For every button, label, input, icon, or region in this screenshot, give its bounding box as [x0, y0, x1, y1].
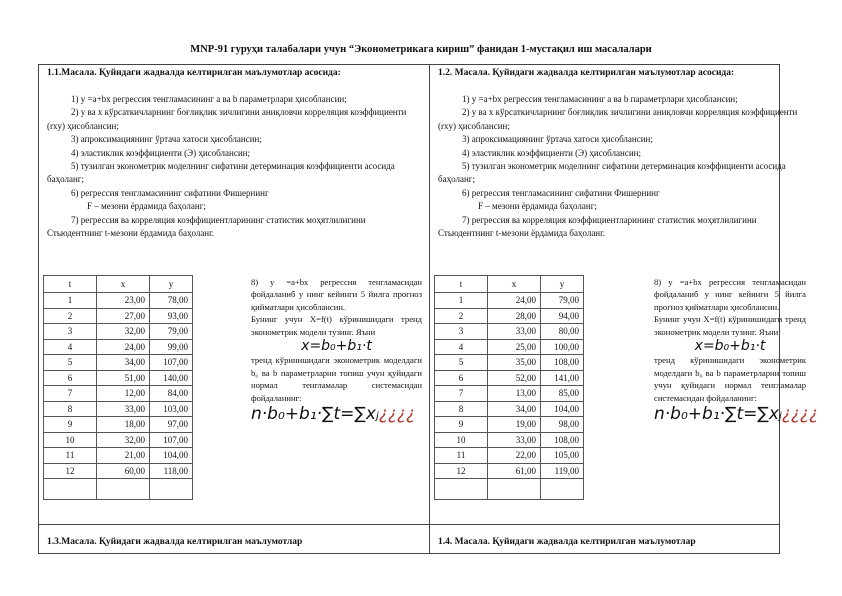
next-problem-heading: 1.4. Масала. Қуйидаги жадвалда келтирилган маълумотлар [438, 537, 696, 547]
column-header-t: t [44, 276, 97, 293]
cell-t: 5 [44, 355, 97, 371]
cell-y: 107,00 [150, 432, 193, 448]
note-text-c: тренд кўринишидаги эконометрик моделдаги b₀ ва b параметрларни топиш учун қуйидаги нормал тенгламалар системасидан фойдаланинг: [654, 355, 806, 403]
table-row [435, 324, 584, 340]
column-header-x: x [488, 276, 541, 293]
tasks-frame [38, 64, 818, 554]
task-item: 1) y =a+bx регрессия тенгламасининг a ва b параметрлари ҳисоблансин; [462, 94, 738, 104]
cell-y: 79,00 [150, 324, 193, 340]
empty-cell [150, 479, 193, 500]
data-table [434, 275, 584, 500]
problem-panel-1-2 [430, 65, 819, 524]
task-item: 7) регрессия ва корреляция коэффициентларининг статистик моҳятлилигини Стьюдентнинг t-мезони ёрдамида баҳоланг. [438, 214, 757, 239]
cell-x: 61,00 [488, 463, 541, 479]
empty-cell [44, 479, 97, 500]
task-item: F – мезони ёрдамида баҳоланг; [478, 201, 597, 212]
cell-x: 28,00 [488, 308, 541, 324]
cell-y: 99,00 [150, 339, 193, 355]
table-row [44, 339, 193, 355]
task-item: 7) регрессия ва корреляция коэффициентларининг статистик моҳятлилигини Стьюдентнинг t-мезони ёрдамида баҳоланг. [47, 214, 366, 239]
empty-cell [488, 479, 541, 500]
cell-x: 34,00 [97, 355, 150, 371]
table-row [44, 432, 193, 448]
cell-x: 33,00 [488, 324, 541, 340]
task-item: 2) y ва x кўрсаткичларнинг боғлиқлик зичлигини аниқловчи корреляция коэффициенти (rxy) ҳисоблансин; [438, 107, 798, 131]
cell-t: 12 [435, 463, 488, 479]
cell-y: 103,00 [150, 401, 193, 417]
table-row [44, 448, 193, 464]
cell-x: 25,00 [488, 339, 541, 355]
cell-t: 7 [44, 386, 97, 402]
cell-x: 18,00 [97, 417, 150, 433]
trend-equation: x=b₀+b₁·t [694, 338, 766, 355]
cell-x: 60,00 [97, 463, 150, 479]
cell-x: 52,00 [488, 370, 541, 386]
cell-x: 33,00 [488, 432, 541, 448]
table-row [44, 463, 193, 479]
cell-t: 3 [435, 324, 488, 340]
cell-t: 8 [435, 401, 488, 417]
cell-y: 79,00 [541, 293, 584, 309]
cell-x: 22,00 [488, 448, 541, 464]
normal-equation-garbled: ¿¿¿¿ [378, 404, 415, 425]
task-item: 3) апроксимациянинг ўртача хатоси ҳисоблансин; [462, 134, 653, 145]
note-text-a: 8) y =a+bx регрессия тенгламасидан фойдаланиб y нинг кейинги 5 йилга прогноз қийматлари ҳисоблансин. [654, 277, 806, 312]
row-divider [39, 524, 779, 525]
empty-cell [435, 479, 488, 500]
table-row [44, 386, 193, 402]
normal-equation-garbled: ¿¿¿¿ [781, 404, 818, 425]
cell-x: 12,00 [97, 386, 150, 402]
table-row [44, 370, 193, 386]
cell-t: 2 [44, 308, 97, 324]
table-row [435, 463, 584, 479]
table-row [435, 401, 584, 417]
cell-t: 8 [44, 401, 97, 417]
cell-t: 4 [44, 339, 97, 355]
cell-y: 85,00 [541, 386, 584, 402]
column-header-y: y [150, 276, 193, 293]
table-row [44, 355, 193, 371]
task-list [47, 93, 419, 240]
cell-t: 1 [435, 293, 488, 309]
task-list [438, 93, 810, 240]
table-row [435, 417, 584, 433]
cell-t: 7 [435, 386, 488, 402]
cell-t: 9 [435, 417, 488, 433]
table-row [435, 432, 584, 448]
next-problem-heading: 1.3.Масала. Қуйидаги жадвалда келтирилган маълумотлар [47, 537, 303, 547]
cell-t: 5 [435, 355, 488, 371]
page-title: MNP-91 гуруҳи талабалари учун “Эконометрикага кириш” фанидан 1-мустақил иш масалалари [190, 44, 652, 55]
cell-y: 98,00 [541, 417, 584, 433]
table-row [44, 324, 193, 340]
table-row [435, 386, 584, 402]
cell-y: 100,00 [541, 339, 584, 355]
cell-t: 6 [44, 370, 97, 386]
problem-panel-1-1 [39, 65, 428, 524]
forecast-note [251, 276, 422, 425]
table-row [44, 401, 193, 417]
task-item: 3) апроксимациянинг ўртача хатоси ҳисоблансин; [71, 134, 262, 145]
note-text-a: 8) y =a+bx регрессия тенгламасидан фойдаланиб y нинг кейинги 5 йилга прогноз қийматлари ҳисоблансин. [251, 277, 422, 312]
cell-y: 108,00 [541, 355, 584, 371]
task-item: F – мезони ёрдамида баҳоланг; [87, 201, 206, 212]
forecast-note [654, 276, 818, 425]
problem-heading: 1.1.Масала. Қуйидаги жадвалда келтирилган маълумотлар асосида: [47, 68, 341, 78]
table-row [435, 448, 584, 464]
cell-x: 23,00 [97, 293, 150, 309]
cell-y: 104,00 [541, 401, 584, 417]
cell-t: 6 [435, 370, 488, 386]
task-item: 6) регрессия тенгламасининг сифатини Фишернинг [71, 187, 269, 198]
table-row [435, 370, 584, 386]
table-row [435, 339, 584, 355]
cell-t: 10 [44, 432, 97, 448]
cell-y: 105,00 [541, 448, 584, 464]
cell-t: 1 [44, 293, 97, 309]
cell-x: 32,00 [97, 324, 150, 340]
empty-cell [97, 479, 150, 500]
cell-y: 84,00 [150, 386, 193, 402]
task-item: 6) регрессия тенгламасининг сифатини Фишернинг [462, 187, 660, 198]
cell-x: 33,00 [97, 401, 150, 417]
cell-y: 94,00 [541, 308, 584, 324]
normal-equation [251, 404, 422, 425]
trend-equation: x=b₀+b₁·t [301, 338, 372, 355]
task-item: 5) тузилган эконометрик моделнинг сифатини детерминация коэффициенти асосида баҳоланг; [438, 161, 786, 185]
cell-t: 2 [435, 308, 488, 324]
note-text-c: тренд кўринишидаги эконометрик моделдаги b₀ ва b параметрларни топиш учун қуйидаги нормал тенгламалар системасидан фойдаланинг: [251, 355, 422, 403]
table-row [44, 417, 193, 433]
cell-y: 93,00 [150, 308, 193, 324]
normal-equation-main: n·b₀+b₁·∑t=∑xⱼ [654, 404, 782, 425]
cell-x: 21,00 [97, 448, 150, 464]
task-item: 4) эластиклик коэффициенти (Э) ҳисоблансин; [71, 147, 250, 158]
cell-y: 104,00 [150, 448, 193, 464]
cell-x: 34,00 [488, 401, 541, 417]
cell-y: 107,00 [150, 355, 193, 371]
cell-t: 4 [435, 339, 488, 355]
cell-y: 108,00 [541, 432, 584, 448]
cell-t: 11 [435, 448, 488, 464]
cell-t: 11 [44, 448, 97, 464]
cell-x: 27,00 [97, 308, 150, 324]
table-empty-row [435, 479, 584, 500]
cell-y: 118,00 [150, 463, 193, 479]
table-row [435, 293, 584, 309]
note-text-b: Бунинг учун X=f(t) кўринишидаги тренд эконометрик модели тузинг. Яъни [251, 314, 422, 337]
cell-y: 80,00 [541, 324, 584, 340]
cell-y: 78,00 [150, 293, 193, 309]
problem-heading: 1.2. Масала. Қуйидаги жадвалда келтирилган маълумотлар асосида: [438, 68, 735, 78]
cell-y: 141,00 [541, 370, 584, 386]
cell-y: 119,00 [541, 463, 584, 479]
column-header-t: t [435, 276, 488, 293]
cell-y: 140,00 [150, 370, 193, 386]
cell-x: 13,00 [488, 386, 541, 402]
task-item: 1) y =a+bx регрессия тенгламасининг a ва b параметрлари ҳисоблансин; [71, 94, 347, 104]
table-row [435, 308, 584, 324]
normal-equation [654, 404, 818, 425]
task-item: 2) y ва x кўрсаткичларнинг боғлиқлик зичлигини аниқловчи корреляция коэффициенти (rxy) ҳисоблансин; [47, 107, 407, 131]
cell-y: 97,00 [150, 417, 193, 433]
cell-x: 24,00 [488, 293, 541, 309]
cell-t: 3 [44, 324, 97, 340]
table-row [44, 308, 193, 324]
cell-x: 32,00 [97, 432, 150, 448]
table-empty-row [44, 479, 193, 500]
cell-t: 12 [44, 463, 97, 479]
data-table [43, 275, 193, 500]
task-item: 5) тузилган эконометрик моделнинг сифатини детерминация коэффициенти асосида баҳоланг; [47, 161, 395, 185]
cell-t: 9 [44, 417, 97, 433]
table-row [435, 355, 584, 371]
cell-x: 24,00 [97, 339, 150, 355]
cell-x: 51,00 [97, 370, 150, 386]
empty-cell [541, 479, 584, 500]
table-row [44, 293, 193, 309]
column-header-y: y [541, 276, 584, 293]
cell-t: 10 [435, 432, 488, 448]
task-item: 4) эластиклик коэффициенти (Э) ҳисоблансин; [462, 147, 641, 158]
note-text-b: Бунинг учун X=f(t) кўринишидаги тренд эконометрик модели тузинг. Яъни [654, 314, 806, 337]
cell-x: 19,00 [488, 417, 541, 433]
normal-equation-main: n·b₀+b₁·∑t=∑xⱼ [251, 404, 379, 425]
column-header-x: x [97, 276, 150, 293]
cell-x: 35,00 [488, 355, 541, 371]
